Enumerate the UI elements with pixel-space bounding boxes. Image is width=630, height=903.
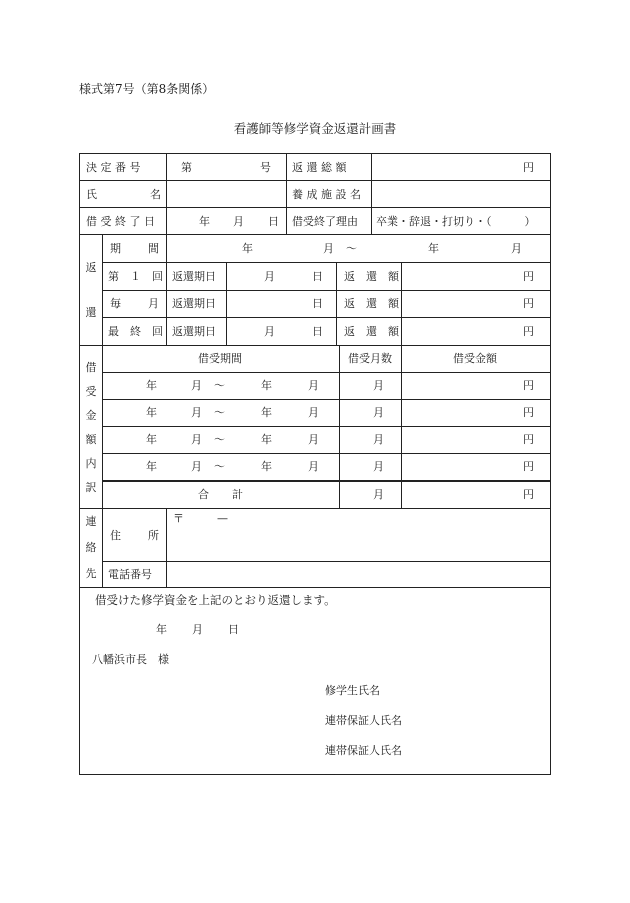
monthly-amount-yen: 円 [523, 297, 534, 310]
postal-mark: 〒 [173, 512, 184, 525]
breakdown-total-yen: 円 [523, 488, 534, 501]
facility-label: 養 成 施 設 名 [292, 188, 361, 201]
period-tilde: ～ [346, 242, 357, 255]
loan-end-reason-options: 卒業・辞退・打切り・（ ） [376, 215, 536, 228]
rule-row-1 [80, 180, 550, 181]
document-title: 看護師等修学資金返還計画書 [233, 121, 397, 136]
period-label-1: 期 [110, 242, 121, 255]
breakdown-row2-end-year: 年 [261, 406, 272, 419]
breakdown-row2-months: 月 [373, 406, 384, 419]
loan-end-month: 月 [233, 215, 244, 228]
breakdown-row2-start-year: 年 [146, 406, 157, 419]
breakdown-row1-start-month: 月 [191, 379, 202, 392]
breakdown-side-1: 借 [85, 361, 97, 374]
loan-end-reason-label: 借受終了理由 [292, 215, 358, 228]
rule-repay-due [226, 262, 227, 345]
first-due-day: 日 [312, 270, 323, 283]
final-due-day: 日 [312, 325, 323, 338]
rule-contact-label [166, 508, 167, 587]
declaration-year: 年 [156, 623, 167, 636]
rule-breakdown-end [80, 508, 550, 509]
breakdown-row3-end-month: 月 [308, 433, 319, 446]
first-due-month: 月 [264, 270, 275, 283]
rule-repay-2 [102, 290, 550, 291]
student-name-label: 修学生氏名 [325, 684, 380, 697]
rule-col-right [371, 154, 372, 234]
rule-breakdown-months [339, 345, 340, 508]
rule-col-mid [286, 154, 287, 234]
rule-repay-1 [102, 262, 550, 263]
final-due-month: 月 [264, 325, 275, 338]
period-start-year: 年 [242, 242, 253, 255]
monthly-due-label: 返還期日 [172, 297, 216, 310]
period-end-month: 月 [511, 242, 522, 255]
period-end-year: 年 [428, 242, 439, 255]
rule-contact-end [80, 587, 550, 588]
rule-repay-label [166, 234, 167, 345]
first-payment-label: 第 １ 回 [108, 270, 163, 283]
decision-number-prefix: 第 [181, 161, 192, 174]
breakdown-row4-end-month: 月 [308, 460, 319, 473]
breakdown-amount-header: 借受金額 [453, 352, 497, 365]
rule-breakdown-total [102, 480, 550, 482]
final-payment-label: 最 終 回 [108, 325, 163, 338]
final-amount-yen: 円 [523, 325, 534, 338]
rule-breakdown-head [102, 372, 550, 373]
breakdown-row4-months: 月 [373, 460, 384, 473]
monthly-label-1: 毎 [110, 297, 121, 310]
final-due-label: 返還期日 [172, 325, 216, 338]
rule-breakdown-2 [102, 426, 550, 427]
breakdown-row3-months: 月 [373, 433, 384, 446]
phone-label: 電話番号 [108, 568, 152, 581]
declaration-addressee: 八幡浜市長 様 [92, 653, 169, 666]
breakdown-row1-start-year: 年 [146, 379, 157, 392]
name-label-1: 氏 [86, 188, 97, 201]
breakdown-side-6: 訳 [85, 481, 97, 494]
rule-row-2 [80, 207, 550, 208]
breakdown-row1-end-year: 年 [261, 379, 272, 392]
rule-repay-value [401, 262, 402, 345]
declaration-month: 月 [192, 623, 203, 636]
breakdown-row2-end-month: 月 [308, 406, 319, 419]
breakdown-row1-end-month: 月 [308, 379, 319, 392]
contact-side-2: 絡 [85, 541, 97, 554]
total-repayment-yen: 円 [523, 161, 534, 174]
breakdown-row3-tilde: ～ [214, 433, 225, 446]
monthly-label-2: 月 [148, 297, 159, 310]
breakdown-side-3: 金 [85, 409, 97, 422]
breakdown-row1-tilde: ～ [214, 379, 225, 392]
breakdown-side-5: 内 [85, 457, 97, 470]
rule-breakdown-1 [102, 399, 550, 400]
rule-repay-3 [102, 317, 550, 318]
breakdown-row2-yen: 円 [523, 406, 534, 419]
repayment-plan-form [79, 153, 551, 775]
breakdown-total-label-1: 合 [198, 488, 209, 501]
breakdown-months-header: 借受月数 [348, 352, 392, 365]
loan-end-year: 年 [199, 215, 210, 228]
postal-dash: — [217, 512, 228, 525]
loan-end-date-label: 借 受 終 了 日 [86, 215, 155, 228]
breakdown-period-header: 借受期間 [198, 352, 242, 365]
breakdown-row4-start-year: 年 [146, 460, 157, 473]
total-repayment-label: 返 還 総 額 [292, 161, 347, 174]
breakdown-row2-start-month: 月 [191, 406, 202, 419]
address-label-2: 所 [148, 529, 159, 542]
guarantor-2-label: 連帯保証人氏名 [325, 744, 402, 757]
declaration-statement: 借受けた修学資金を上記のとおり返還します。 [95, 593, 336, 607]
contact-side-1: 連 [85, 515, 97, 528]
breakdown-row3-start-month: 月 [191, 433, 202, 446]
breakdown-row4-yen: 円 [523, 460, 534, 473]
declaration-day: 日 [228, 623, 239, 636]
breakdown-row2-tilde: ～ [214, 406, 225, 419]
rule-row-3 [80, 234, 550, 235]
guarantor-1-label: 連帯保証人氏名 [325, 714, 402, 727]
contact-side-3: 先 [85, 567, 97, 580]
rule-repay-side [102, 234, 103, 345]
breakdown-row3-start-year: 年 [146, 433, 157, 446]
name-label-2: 名 [150, 188, 161, 201]
rule-contact-mid [102, 561, 550, 562]
breakdown-row3-end-year: 年 [261, 433, 272, 446]
breakdown-row1-months: 月 [373, 379, 384, 392]
breakdown-row4-tilde: ～ [214, 460, 225, 473]
repayment-side-1: 返 [85, 261, 97, 274]
rule-breakdown-amount [401, 345, 402, 508]
rule-breakdown-3 [102, 453, 550, 454]
first-amount-label: 返 還 額 [344, 270, 399, 283]
breakdown-row1-yen: 円 [523, 379, 534, 392]
monthly-due-day: 日 [312, 297, 323, 310]
breakdown-side-4: 額 [85, 433, 97, 446]
breakdown-total-months: 月 [373, 488, 384, 501]
monthly-amount-label: 返 還 額 [344, 297, 399, 310]
period-start-month: 月 [323, 242, 334, 255]
rule-repay-end [80, 345, 550, 346]
period-label-2: 間 [148, 242, 159, 255]
breakdown-row3-yen: 円 [523, 433, 534, 446]
decision-number-label: 決 定 番 号 [86, 161, 141, 174]
loan-end-day: 日 [268, 215, 279, 228]
final-amount-label: 返 還 額 [344, 325, 399, 338]
first-due-label: 返還期日 [172, 270, 216, 283]
breakdown-row4-start-month: 月 [191, 460, 202, 473]
breakdown-row4-end-year: 年 [261, 460, 272, 473]
rule-repay-amount [336, 262, 337, 345]
rule-contact-side [102, 508, 103, 587]
first-amount-yen: 円 [523, 270, 534, 283]
breakdown-total-label-2: 計 [232, 488, 243, 501]
rule-col-label [166, 154, 167, 234]
address-label-1: 住 [110, 529, 121, 542]
form-number-label: 様式第7号（第8条関係） [79, 82, 215, 96]
breakdown-side-2: 受 [85, 385, 97, 398]
repayment-side-2: 還 [85, 306, 97, 319]
decision-number-suffix: 号 [260, 161, 271, 174]
rule-breakdown-side [102, 345, 103, 508]
